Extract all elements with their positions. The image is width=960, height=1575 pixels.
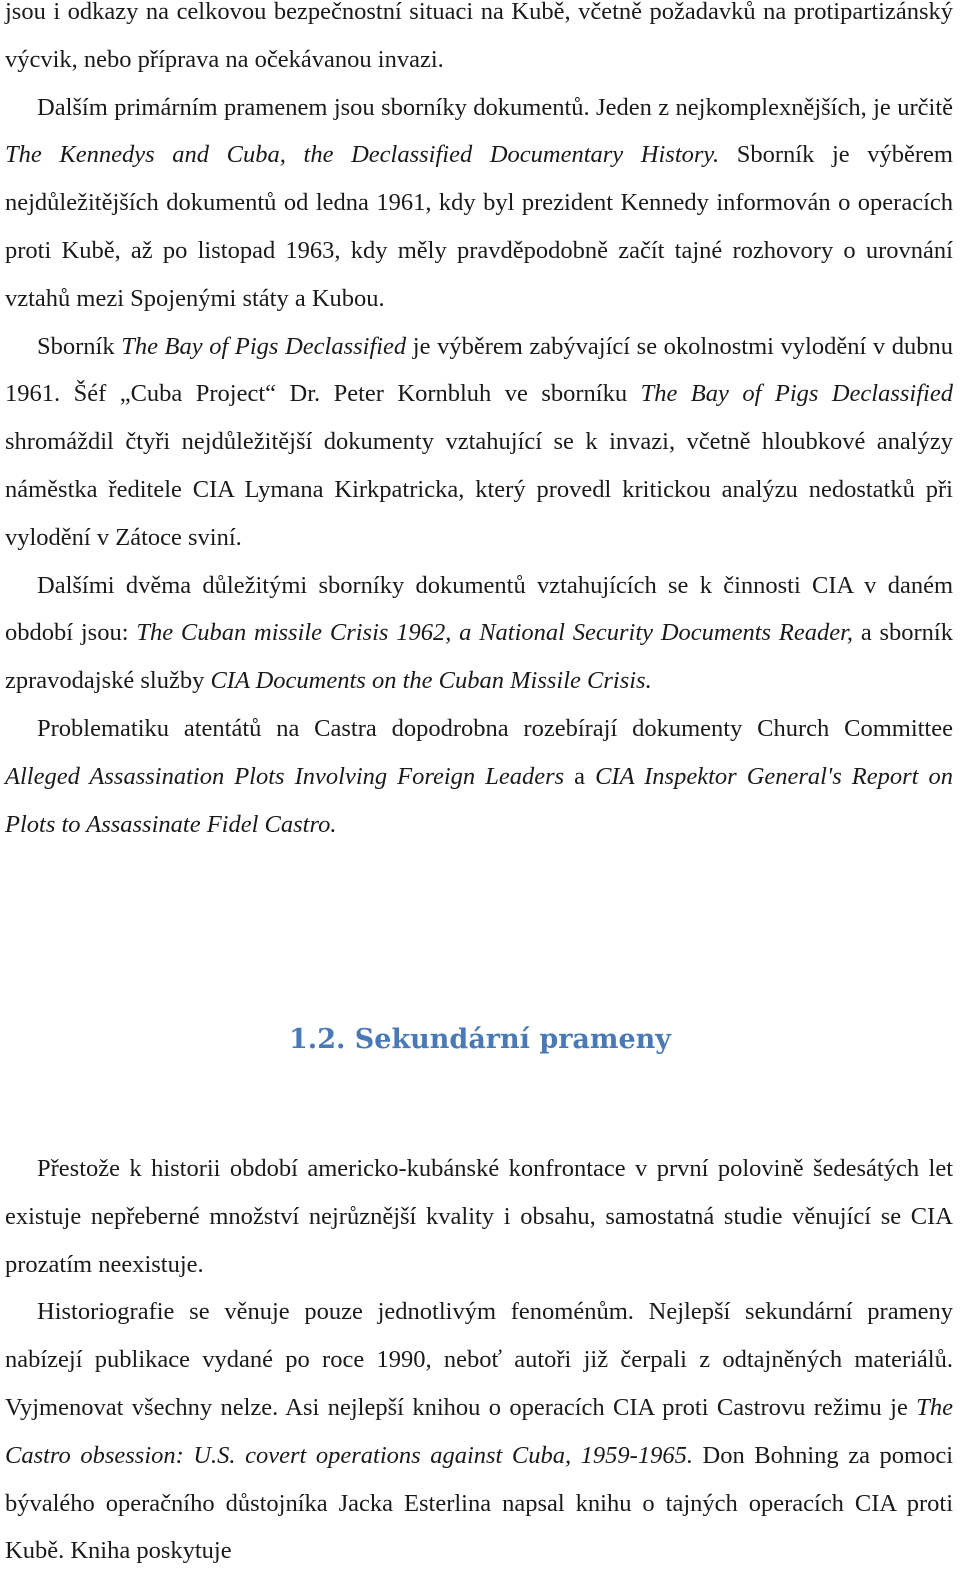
paragraph xyxy=(5,705,953,848)
text-run: Dalším primárním pramenem jsou sborníky dokumentů. Jeden z nejkomplexnějších, je určitě xyxy=(37,93,953,121)
text-run: je výběrem zabývající se okolnostmi vylodění v dubnu 1961. Šéf „Cuba Project“ Dr. Peter Kornbluh ve sborníku xyxy=(5,332,953,408)
text-run: Sborník xyxy=(37,332,122,360)
italic-title: The Bay of Pigs Declassified xyxy=(121,332,407,360)
italic-title: The Kennedys and Cuba, the Declassified Documentary History. xyxy=(5,141,720,169)
text-run: Don Bohning za pomoci bývalého operačního důstojníka Jacka Esterlina napsal knihu o tajných operacích CIA proti Kubě. Kniha poskytuje xyxy=(5,1441,953,1565)
text-run: Přestože k historii období americko-kubánské konfrontace v první polovině šedesátých let existuje nepřeberné množství nejrůznější kvality i obsahu, samostatná studie věnující se CIA prozatím neexistuje. xyxy=(5,1155,953,1278)
document-body-top xyxy=(5,0,953,848)
paragraph xyxy=(5,1288,953,1575)
italic-title: CIA Documents on the Cuban Missile Crisis. xyxy=(210,667,652,695)
text-run: Dalšími dvěma důležitými sborníky dokumentů vztahujících se k činnosti CIA v daném období jsou: xyxy=(5,571,953,647)
text-run: a sborník zpravodajské služby xyxy=(5,619,953,695)
paragraph xyxy=(5,323,953,562)
text-run: Problematiku atentátů na Castra dopodrobna rozebírají dokumenty Church Committee xyxy=(37,714,953,742)
italic-title: Alleged Assassination Plots Involving Foreign Leaders xyxy=(5,762,565,790)
document-body-bottom xyxy=(5,1145,953,1575)
section-heading: 1.2. Sekundární prameny xyxy=(289,1024,671,1055)
italic-title: The Bay of Pigs Declassified xyxy=(640,380,953,408)
italic-title: The Cuban missile Crisis 1962, a National Security Documents Reader, xyxy=(136,619,854,647)
paragraph xyxy=(5,84,953,323)
text-run: Sborník je výběrem nejdůležitějších dokumentů od ledna 1961, kdy byl prezident Kennedy informován o operacích proti Kubě, až po listopad 1963, kdy měly pravděpodobně začít tajné rozhovory o urovnání vztahů mezi Spojenými státy a Kubou. xyxy=(5,141,953,312)
text-run: Historiografie se věnuje pouze jednotlivým fenoménům. Nejlepší sekundární prameny nabízejí publikace vydané po roce 1990, neboť autoři již čerpali z odtajněných materiálů. Vyjmenovat všechny nelze. Asi nejlepší knihou o operacích CIA proti Castrovu režimu je xyxy=(5,1298,953,1421)
italic-title: The Castro obsession: U.S. covert operations against Cuba, 1959-1965. xyxy=(5,1393,953,1469)
text-run: shromáždil čtyři nejdůležitější dokumenty vztahující se k invazi, včetně hloubkové analýzy náměstka ředitele CIA Lymana Kirkpatricka, který provedl kritickou analýzu nedostatků při vylodění v Zátoce sviní. xyxy=(5,428,953,551)
italic-title: CIA Inspektor General's Report on Plots to Assassinate Fidel Castro. xyxy=(5,762,954,838)
paragraph xyxy=(5,562,953,705)
paragraph xyxy=(5,1145,953,1288)
paragraph xyxy=(5,0,953,84)
text-run: a xyxy=(564,762,596,790)
text-run: jsou i odkazy na celkovou bezpečnostní situaci na Kubě, včetně požadavků na protipartizánský výcvik, nebo příprava na očekávanou invazi. xyxy=(5,0,953,73)
